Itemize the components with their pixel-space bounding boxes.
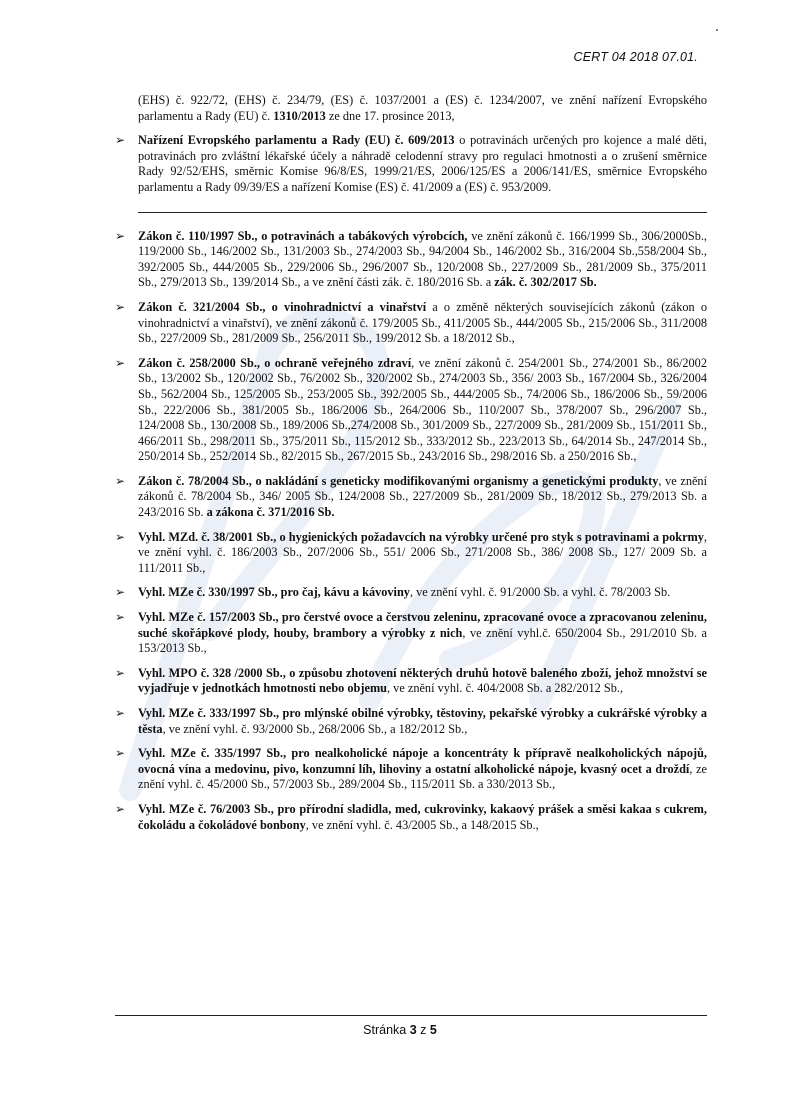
arrow-bullet-icon: ➢ (115, 585, 126, 600)
list-item: ➢ Zákon č. 258/2000 Sb., o ochraně veřejného zdraví, ve znění zákonů č. 254/2001 Sb., 274/2001 Sb., 86/2002 Sb., 13/2002 Sb., 120/2002 Sb., 76/2002 Sb., 320/2002 Sb., 274/2003 Sb., 356/ 2003 Sb., 167/2004 Sb., 326/2004 Sb., 562/2004 Sb., 125/2005 Sb., 253/2005 Sb., 392/2005 Sb., 444/2005 Sb., 74/2006 Sb., 186/2006 Sb., 59/2006 Sb., 222/2006 Sb., 381/2005 Sb., 186/2006 Sb., 264/2006 Sb., 110/2007 Sb., 378/2007 Sb., 296/2007 Sb., 124/2008 Sb., 130/2008 Sb., 189/2006 Sb.,274/2008 Sb., 301/2009 Sb., 227/2009 Sb., 281/2009 Sb., 151/2011 Sb., 466/2011 Sb., 298/2011 Sb., 375/2011 Sb., 115/2012 Sb., 333/2012 Sb., 223/2013 Sb., 64/2014 Sb., 247/2014 Sb., 250/2014 Sb., 252/2014 Sb., 82/2015 Sb., 267/2015 Sb., 243/2016 Sb., 298/2016 Sb. a 250/2016 Sb., (115, 355, 707, 464)
arrow-bullet-icon: ➢ (115, 228, 126, 243)
list-item: ➢ Vyhl. MZe č. 333/1997 Sb., pro mlýnské obilné výrobky, těstoviny, pekařské výrobky a cukrářské výrobky a těsta, ve znění vyhl. č. 93/2000 Sb., 268/2006 Sb., a 182/2012 Sb., (115, 706, 707, 736)
section-divider (138, 212, 707, 213)
list-item: ➢ Nařízení Evropského parlamentu a Rady (EU) č. 609/2013 o potravinách určených pro kojence a malé děti, potravinách pro zvláštní lékařské účely a náhradě celodenní stravy pro regulaci hmotnosti a o zrušení směrnice Rady 92/52/EHS, směrnic Komise 96/8/ES, 1999/21/ES, 2006/125/ES a 2006/141/ES, směrnice Evropského parlamentu a Rady 09/39/ES a nařízení Komise (ES) č. 41/2009 a (ES) č. 953/2009. (115, 133, 707, 194)
total-pages: 5 (429, 1023, 437, 1037)
list-item: ➢ Zákon č. 110/1997 Sb., o potravinách a tabákových výrobcích, ve znění zákonů č. 166/1999 Sb., 306/2000Sb., 119/2000 Sb., 146/2002 Sb., 131/2003 Sb., 274/2003 Sb., 94/2004 Sb., 146/2002 Sb., 316/2004 Sb.,558/2004 Sb., 392/2005 Sb., 444/2005 Sb., 229/2006 Sb., 296/2007 Sb., 120/2008 Sb., 227/2009 Sb., 281/2009 Sb., 375/2011 Sb., 279/2013 Sb., 139/2014 Sb., a ve znění části zák. č. 180/2016 Sb. a zák. č. 302/2017 Sb. (115, 228, 708, 290)
arrow-bullet-icon: ➢ (115, 133, 126, 148)
list-item: ➢ Vyhl. MZe č. 335/1997 Sb., pro nealkoholické nápoje a koncentráty k přípravě nealkoholických nápojů, ovocná vína a medovinu, pivo, konzumní líh, lihoviny a ostatní alkoholické nápoje, kvasný ocet a droždí, ze znění vyhl. č. 45/2000 Sb., 57/2003 Sb., 289/2004 Sb., 115/2011 Sb. a 330/2013 Sb., (115, 746, 707, 792)
items-container (115, 229, 707, 834)
page-footer: Stránka 3 z 5 (363, 1023, 437, 1037)
arrow-bullet-icon: ➢ (115, 665, 126, 680)
arrow-bullet-icon: ➢ (115, 299, 126, 314)
document-code: CERT 04 2018 07.01. (573, 50, 698, 64)
arrow-bullet-icon: ➢ (115, 473, 126, 488)
list-item: ➢ Vyhl. MZe č. 76/2003 Sb., pro přírodní sladidla, med, cukrovinky, kakaový prášek a směsi kakaa s cukrem, čokoládu a čokoládové bonbony, ve znění vyhl. č. 43/2005 Sb., a 148/2015 Sb., (115, 801, 707, 832)
list-item: ➢ Vyhl. MPO č. 328 /2000 Sb., o způsobu zhotovení některých druhů hotově baleného zboží, jehož množství se vyjadřuje v jednotkách hmotnosti nebo objemu, ve znění vyhl. č. 404/2008 Sb. a 282/2012 Sb., (115, 665, 707, 696)
footer-divider (115, 1015, 707, 1016)
list-item: ➢ Vyhl. MZe č. 157/2003 Sb., pro čerstvé ovoce a čerstvou zeleninu, zpracované ovoce a zpracovanou zeleninu, suché skořápkové plody, houby, brambory a výrobky z nich, ve znění vyhl.č. 650/2004 Sb., 291/2010 Sb. a 153/2013 Sb., (115, 610, 707, 656)
arrow-bullet-icon: ➢ (115, 801, 126, 816)
arrow-bullet-icon: ➢ (115, 610, 126, 625)
list-item: ➢ Vyhl. MZd. č. 38/2001 Sb., o hygienických požadavcích na výrobky určené pro styk s potravinami a pokrmy, ve znění vyhl. č. 186/2003 Sb., 207/2006 Sb., 551/ 2006 Sb., 271/2008 Sb., 386/ 2008 Sb., 127/ 2009 Sb. a 111/2011 Sb., (115, 529, 707, 575)
arrow-bullet-icon: ➢ (115, 706, 126, 720)
arrow-bullet-icon: ➢ (115, 355, 126, 370)
list-item: ➢ Zákon č. 78/2004 Sb., o nakládání s geneticky modifikovanými organismy a genetickými produkty, ve znění zákonů č. 78/2004 Sb., 346/ 2005 Sb., 124/2008 Sb., 227/2009 Sb., 281/2009 Sb., 18/2012 Sb., 279/2013 Sb. a 243/2016 Sb. a zákona č. 371/2016 Sb. (115, 473, 707, 520)
arrow-bullet-icon: ➢ (115, 529, 126, 544)
current-page: 3 (409, 1023, 417, 1037)
list-item: ➢ Zákon č. 321/2004 Sb., o vinohradnictví a vinařství a o změně některých souvisejících zákonů (zákon o vinohradnictví a vinařství), ve znění zákonů č. 179/2005 Sb., 411/2005 Sb., 444/2005 Sb., 215/2006 Sb., 311/2008 Sb., 227/2009 Sb., 281/2009 Sb., 256/2011 Sb., 199/2012 Sb. a 18/2012 Sb., (115, 299, 707, 346)
continued-paragraph: (EHS) č. 922/72, (EHS) č. 234/79, (ES) č. 1037/2001 a (ES) č. 1234/2007, ve znění nařízení Evropského parlamentu a Rady (EU) č. 1310/2013 ze dne 17. prosince 2013, (138, 93, 707, 123)
list-item: ➢ Vyhl. MZe č. 330/1997 Sb., pro čaj, kávu a kávoviny, ve znění vyhl. č. 91/2000 Sb. a vyhl. č. 78/2003 Sb. (115, 585, 671, 600)
legislation-list (115, 93, 707, 842)
arrow-bullet-icon: ➢ (115, 746, 126, 761)
corner-dot (716, 29, 718, 31)
